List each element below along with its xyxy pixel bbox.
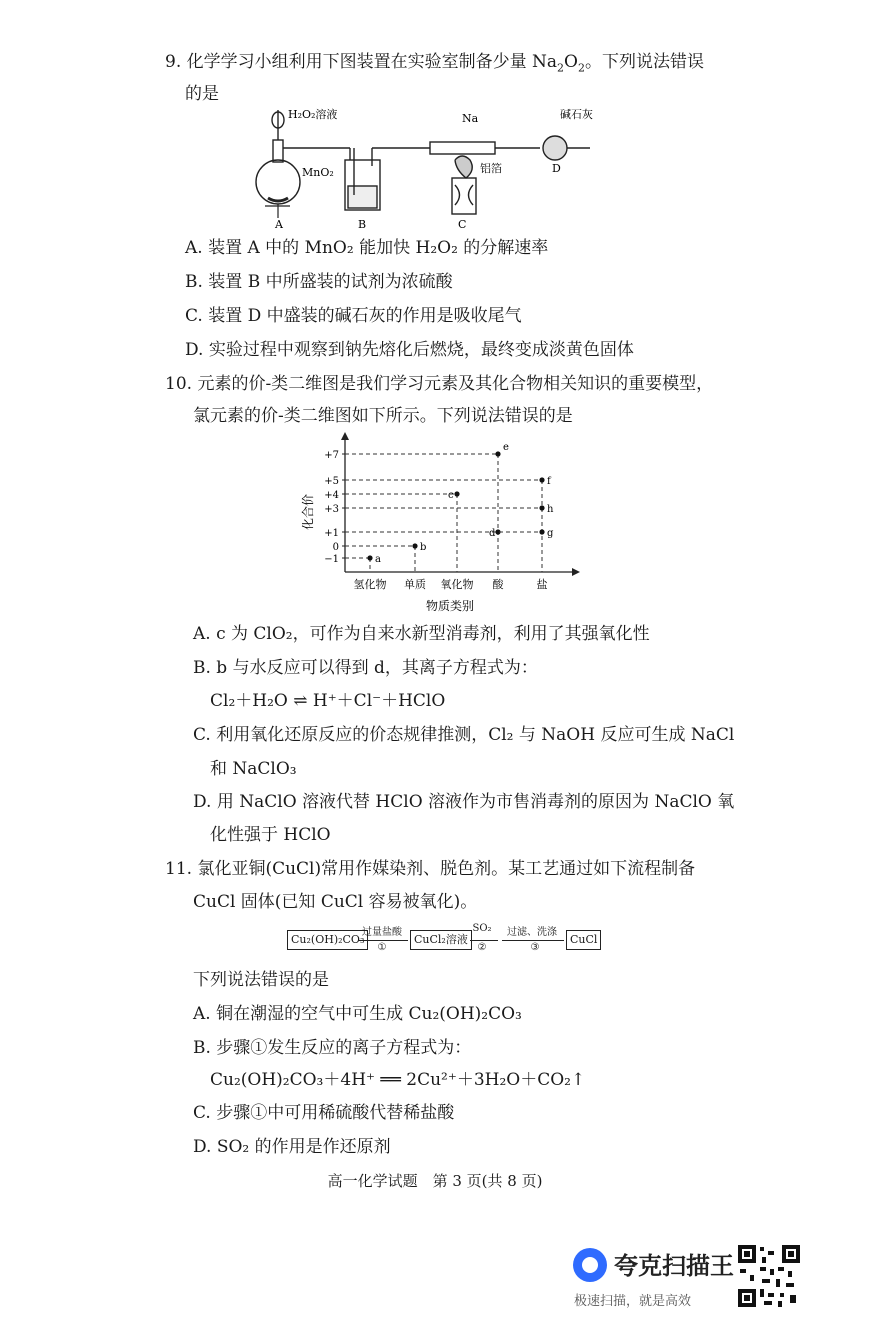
q9-option-d: D. 实验过程中观察到钠先熔化后燃烧，最终变成淡黄色固体 bbox=[185, 340, 634, 360]
label-b: B bbox=[358, 218, 367, 231]
q9-stem-line2: 的是 bbox=[185, 84, 219, 104]
q10-option-b1: B. b 与水反应可以得到 d，其离子方程式为： bbox=[193, 658, 538, 678]
q11-option-d: D. SO₂ 的作用是作还原剂 bbox=[193, 1137, 391, 1157]
y-tick-label: +3 bbox=[324, 504, 339, 515]
point-a bbox=[367, 555, 372, 560]
flow-arrow2-top: SO₂ bbox=[472, 923, 492, 934]
q11-option-c: C. 步骤①中可用稀硫酸代替稀盐酸 bbox=[193, 1103, 455, 1123]
x-category-label: 氢化物 bbox=[353, 578, 387, 591]
point-e bbox=[495, 451, 500, 456]
flow-arrow3-top: 过滤、洗涤 bbox=[507, 927, 557, 938]
point-c bbox=[454, 491, 459, 496]
label-d: D bbox=[552, 162, 561, 175]
q11-prompt: 下列说法错误的是 bbox=[193, 970, 329, 990]
point-h bbox=[539, 505, 544, 510]
apparatus-c bbox=[430, 142, 540, 214]
brand-tagline: 极速扫描，就是高效 bbox=[574, 1294, 692, 1309]
y-tick-label: −1 bbox=[324, 554, 339, 565]
point-label-a: a bbox=[375, 554, 381, 565]
valence-chart bbox=[300, 432, 590, 617]
flow-arrow2 bbox=[470, 940, 498, 941]
y-axis-title: 化合价 bbox=[301, 493, 315, 531]
flow-arrow1-top: 过量盐酸 bbox=[362, 927, 402, 938]
q9-option-c: C. 装置 D 中盛装的碱石灰的作用是吸收尾气 bbox=[185, 306, 522, 326]
page-footer: 高一化学试题 第 3 页(共 8 页) bbox=[327, 1172, 543, 1190]
x-axis-title: 物质类别 bbox=[425, 599, 475, 613]
q10-option-d2: 化性强于 HClO bbox=[210, 825, 331, 845]
label-a: A bbox=[275, 218, 283, 231]
q10-option-d1: D. 用 NaClO 溶液代替 HClO 溶液作为市售消毒剂的原因为 NaClO 氧 bbox=[193, 792, 735, 812]
flow-box-cucl: CuCl bbox=[566, 930, 601, 950]
apparatus-a bbox=[256, 110, 350, 204]
y-tick-label: +1 bbox=[324, 528, 339, 539]
q9-option-b: B. 装置 B 中所盛装的试剂为浓硫酸 bbox=[185, 272, 453, 292]
apparatus-d bbox=[543, 136, 590, 160]
y-tick-label: +5 bbox=[324, 476, 339, 487]
point-g bbox=[539, 529, 544, 534]
flow-arrow1-bottom: ① bbox=[377, 942, 387, 953]
label-h2o2: H₂O₂溶液 bbox=[288, 108, 338, 121]
y-tick-label: +7 bbox=[324, 450, 339, 461]
apparatus-b bbox=[345, 148, 430, 210]
x-category-label: 酸 bbox=[492, 578, 504, 591]
label-al-foil: 铝箔 bbox=[480, 162, 502, 175]
y-tick-label: 0 bbox=[332, 542, 339, 553]
qr-code-icon bbox=[736, 1243, 802, 1309]
flow-arrow3 bbox=[502, 940, 564, 941]
y-axis-arrow bbox=[341, 432, 349, 440]
flow-box-cu2oh2co3: Cu₂(OH)₂CO₃ bbox=[287, 930, 368, 950]
quark-logo-icon bbox=[573, 1248, 607, 1282]
point-f bbox=[539, 477, 544, 482]
x-category-label: 单质 bbox=[404, 578, 426, 591]
q9-stem-line1: 9. 化学学习小组利用下图装置在实验室制备少量 $Na_2O_2$。下列说法错误 bbox=[165, 52, 704, 75]
q11-stem-line2: CuCl 固体(已知 CuCl 容易被氧化)。 bbox=[193, 892, 478, 912]
q11-stem-line1: 11. 氯化亚铜(CuCl)常用作媒染剂、脱色剂。某工艺通过如下流程制备 bbox=[165, 859, 696, 879]
point-label-c: c bbox=[448, 490, 454, 501]
point-label-d: d bbox=[489, 528, 496, 539]
brand-name: 夸克扫描王 bbox=[614, 1252, 734, 1280]
q10-stem-line1: 10. 元素的价-类二维图是我们学习元素及其化合物相关知识的重要模型， bbox=[165, 374, 714, 394]
label-na: Na bbox=[462, 112, 479, 125]
q11-option-b1: B. 步骤①发生反应的离子方程式为： bbox=[193, 1038, 472, 1058]
q11-option-b2: Cu₂(OH)₂CO₃＋4H⁺ ══ 2Cu²⁺＋3H₂O＋CO₂↑ bbox=[210, 1070, 586, 1090]
point-label-h: h bbox=[547, 504, 554, 515]
q9-apparatus-diagram bbox=[240, 100, 620, 235]
point-b bbox=[412, 543, 417, 548]
label-c: C bbox=[458, 218, 467, 231]
y-tick-label: +4 bbox=[324, 490, 339, 501]
point-label-b: b bbox=[420, 542, 427, 553]
label-mno2: MnO₂ bbox=[302, 166, 334, 179]
point-label-f: f bbox=[547, 476, 551, 487]
flow-arrow1 bbox=[358, 940, 408, 941]
label-soda-lime: 碱石灰 bbox=[560, 108, 593, 121]
q10-stem-line2: 氯元素的价-类二维图如下所示。下列说法错误的是 bbox=[193, 406, 573, 426]
q9-option-a: A. 装置 A 中的 MnO₂ 能加快 H₂O₂ 的分解速率 bbox=[185, 238, 549, 258]
flow-box-cucl2: CuCl₂溶液 bbox=[410, 930, 472, 950]
point-label-g: g bbox=[547, 528, 554, 539]
q11-option-a: A. 铜在潮湿的空气中可生成 Cu₂(OH)₂CO₃ bbox=[193, 1004, 522, 1024]
x-category-label: 氧化物 bbox=[440, 578, 474, 591]
q10-option-c2: 和 NaClO₃ bbox=[210, 759, 297, 779]
flow-arrow3-bottom: ③ bbox=[530, 942, 540, 953]
q10-option-c1: C. 利用氧化还原反应的价态规律推测，Cl₂ 与 NaOH 反应可生成 NaCl bbox=[193, 725, 735, 745]
x-axis-arrow bbox=[572, 568, 580, 576]
flow-arrow2-bottom: ② bbox=[477, 942, 487, 953]
q10-option-a: A. c 为 ClO₂，可作为自来水新型消毒剂，利用了其强氧化性 bbox=[193, 624, 650, 644]
q10-option-b2: Cl₂＋H₂O ⇌ H⁺＋Cl⁻＋HClO bbox=[210, 691, 446, 711]
point-label-e: e bbox=[503, 442, 509, 453]
x-category-label: 盐 bbox=[536, 578, 548, 591]
